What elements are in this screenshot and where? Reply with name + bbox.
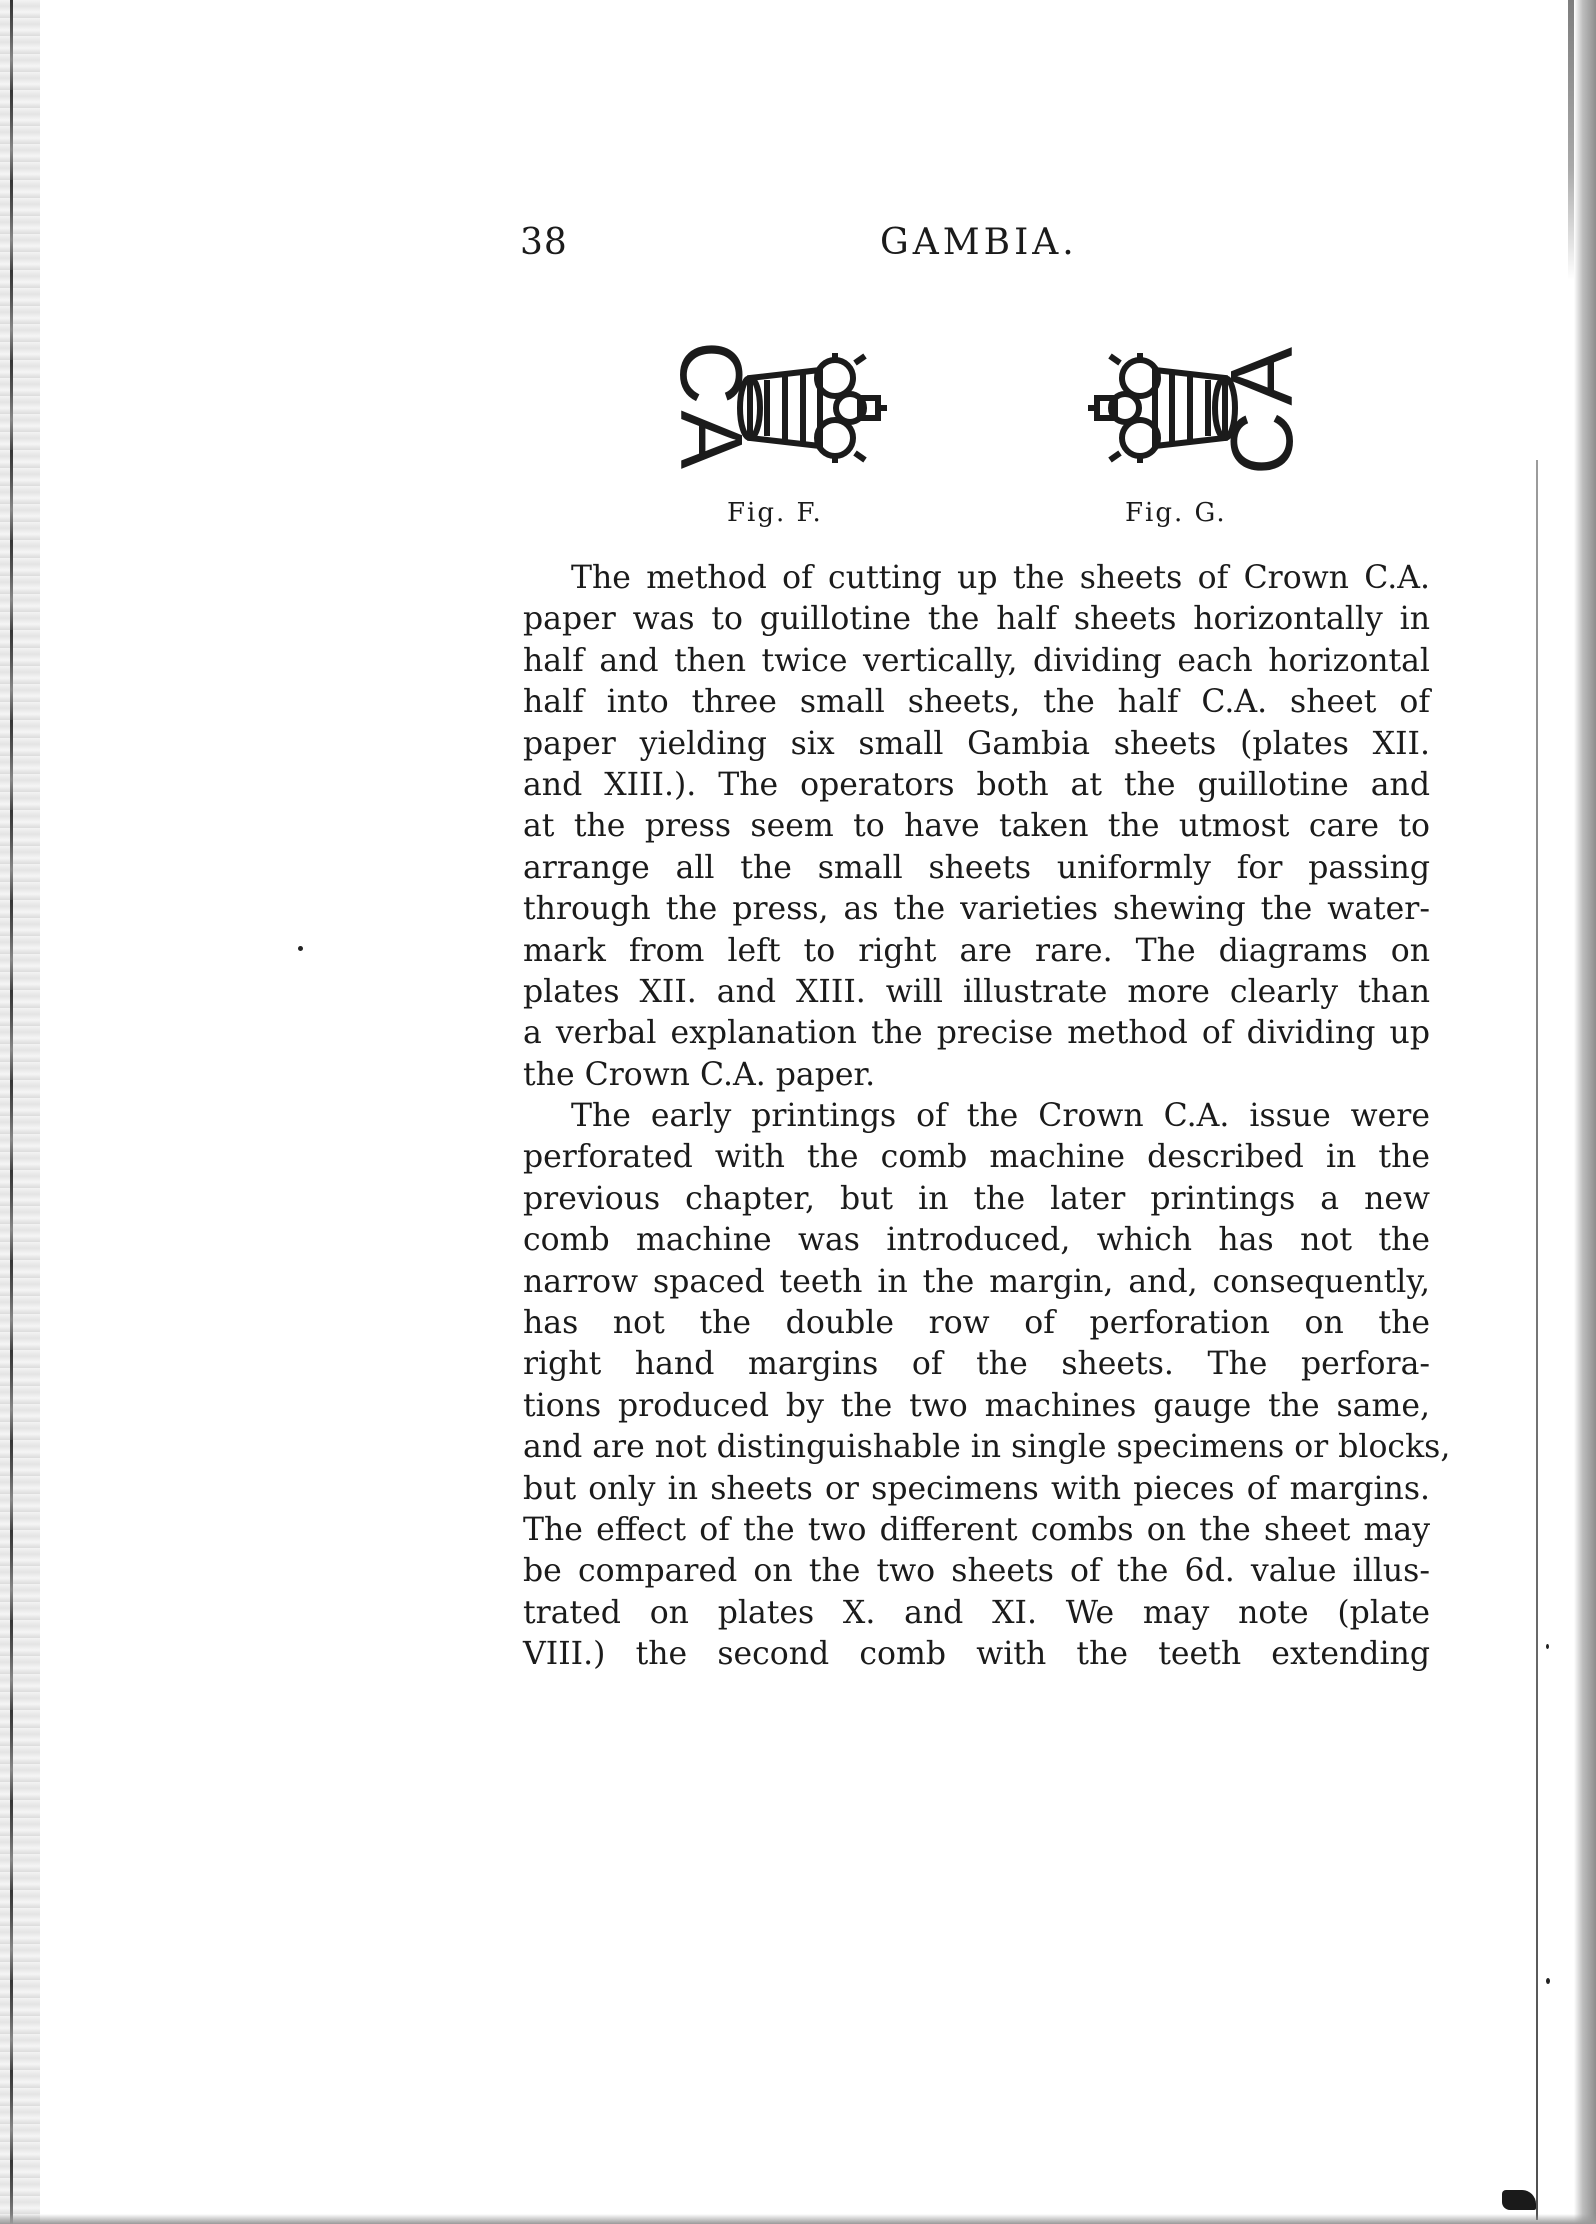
text-line: comb machine was introduced, which has not the [523,1222,1430,1259]
figure-f-caption: Fig. F. [727,498,823,528]
text-line: but only in sheets or specimens with pieces of margins. [523,1470,1430,1507]
text-line: paper was to guillotine the half sheets horizontally in [523,601,1430,638]
text-line: tions produced by the two machines gauge the same, [523,1387,1430,1424]
text-line: mark from left to right are rare. The diagrams on [523,932,1430,969]
text-line: The effect of the two different combs on the sheet may [523,1511,1430,1548]
scan-speck [1546,1644,1549,1649]
text-line: and XIII.). The operators both at the guillotine and [523,766,1430,803]
text-line: through the press, as the varieties shewing the water- [523,891,1430,928]
text-line: half and then twice vertically, dividing each horizontal [523,642,1430,679]
crown-watermark-icon [655,318,925,498]
figure-g-caption: Fig. G. [1125,498,1227,528]
running-title: GAMBIA. [880,222,1078,263]
text-line: plates XII. and XIII. will illustrate more clearly than [523,973,1430,1010]
watermark-letters [662,341,761,475]
text-line: trated on plates X. and XI. We may note (plate [523,1594,1430,1631]
text-line: paper yielding six small Gambia sheets (plates XII. [523,725,1430,762]
text-line: half into three small sheets, the half C.A. sheet of [523,684,1430,721]
crown-watermark-icon [1050,318,1320,498]
text-line: and are not distinguishable in single specimens or blocks, [523,1429,1451,1466]
text-line: narrow spaced teeth in the margin, and, consequently, [523,1263,1430,1300]
text-line: has not the double row of perforation on the [523,1305,1430,1342]
watermark-letters [1212,341,1311,475]
crown-shape [740,353,887,463]
text-line: The early printings of the Crown C.A. issue were [571,1098,1430,1135]
scan-corner-mark [1502,2190,1536,2210]
figure-g [1050,318,1320,498]
text-line: VIII.) the second comb with the teeth extending [523,1636,1430,1673]
figure-f [655,318,925,498]
text-line: The method of cutting up the sheets of Crown C.A. [571,560,1430,596]
text-line: the Crown C.A. paper. [523,1056,876,1093]
scan-right-fold-line [1536,460,1538,2220]
text-line: previous chapter, but in the later printings a new [523,1180,1430,1217]
scan-speck [1546,1978,1550,1984]
scan-speck [298,946,303,951]
watermark-text: CA [662,340,761,476]
text-line: right hand margins of the sheets. The perfora- [523,1346,1430,1383]
watermark-text: CA [1212,340,1311,476]
text-line: a verbal explanation the precise method of dividing up [523,1015,1430,1052]
text-line: at the press seem to have taken the utmost care to [523,808,1430,845]
scan-bottom-edge [0,2214,1596,2224]
scan-right-edge [1574,0,1596,2224]
scan-left-binding-shadow [10,0,13,2224]
text-line: arrange all the small sheets uniformly for passing [523,849,1430,886]
page-number: 38 [520,222,568,263]
text-line: perforated with the comb machine described in the [523,1139,1430,1176]
body-text [523,558,1451,1676]
page-header [520,222,1430,272]
scan-left-edge [0,0,40,2224]
text-line: be compared on the two sheets of the 6d. value illus- [523,1553,1430,1590]
